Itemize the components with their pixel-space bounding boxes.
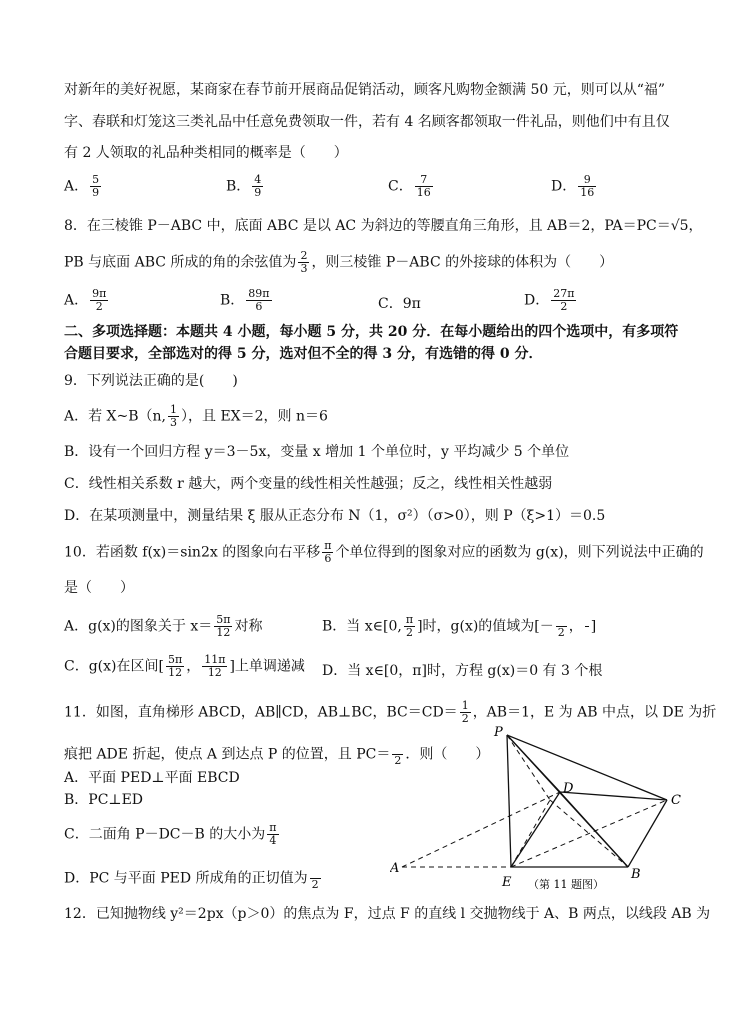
- q7-option-c: C． $\frac{7}{16}$: [388, 173, 431, 199]
- dashed-EC-hidden: [511, 800, 667, 867]
- q10-option-a: A．g(x)的图象关于 x＝ $\frac{5\pi}{12}$ 对称: [64, 613, 263, 639]
- q9-option-d: D．在某项测量中，测量结果 ξ 服从正态分布 N（1，σ²）（σ>0），则 P（ξ>1）＝0.5: [64, 508, 606, 524]
- edge-PC: [507, 735, 667, 800]
- q8-option-d: D． $\frac{27\pi}{2}$: [524, 287, 575, 313]
- q8-line-2: PB 与底面 ABC 所成的角的余弦值为 $\frac{2}{3}$ ，则三棱锥 P－ABC 的外接球的体积为（ ）: [64, 249, 614, 275]
- label-B: B: [631, 867, 641, 882]
- q9-option-a: A．若 X~B（n, $\frac{1}{3}$ ），且 EX＝2，则 n＝6: [64, 403, 328, 429]
- q7-line-3: 有 2 人领取的礼品种类相同的概率是（ ）: [64, 145, 348, 161]
- label-D: D: [563, 781, 574, 796]
- edge-DB: [560, 792, 628, 867]
- q12-line-1: 12．已知抛物线 y²＝2px（p＞0）的焦点为 F，过点 F 的直线 l 交抛物线于 A、B 两点，以线段 AB 为: [64, 906, 711, 922]
- q7-option-a: A． $\frac{5}{9}$: [64, 173, 100, 199]
- q7-option-d: D． $\frac{9}{16}$: [551, 173, 595, 199]
- q11-line-1: 11．如图，直角梯形 ABCD，AB∥CD，AB⊥BC，BC＝CD＝ $\frac{1}{2}$ ，AB＝1，E 为 AB 中点，以 DE 为折: [64, 699, 717, 725]
- q7-option-b: B． $\frac{4}{9}$: [226, 173, 262, 199]
- q7-line-1: 对新年的美好祝愿，某商家在春节前开展商品促销活动，顾客凡购物金额满 50 元，则可以从“福”: [64, 82, 666, 98]
- q11-option-d: D．PC 与平面 PED 所成角的正切值为 2: [64, 866, 323, 891]
- q9-stem: 9．下列说法正确的是( ): [64, 373, 238, 389]
- dashed-DE-fold: [511, 800, 550, 867]
- q10-option-b: B．当 x∈[0, $\frac{\pi}{2}$ ]时，g(x)的值域为[－ 2 ， ]: [322, 613, 597, 639]
- q9-option-c: C．线性相关系数 r 越大，两个变量的线性相关性越强；反之，线性相关性越弱: [64, 476, 553, 492]
- q7-line-2: 字、春联和灯笼这三类礼品中任意免费领取一件，若有 4 名顾客都领取一件礼品，则他们中有且仅: [64, 114, 670, 130]
- q9-option-b: B．设有一个回归方程 y＝3－5x，变量 x 增加 1 个单位时，y 平均减少 5 个单位: [64, 444, 570, 460]
- q11-option-b: B．PC⊥ED: [64, 792, 144, 808]
- edge-PE: [507, 735, 511, 867]
- q10-line-1: 10．若函数 f(x)＝sin2x 的图象向右平移 $\frac{\pi}{6}$ 个单位得到的图象对应的函数为 g(x)，则下列说法中正确的: [64, 539, 704, 565]
- label-P: P: [494, 725, 503, 740]
- q8-option-c: C．9π: [378, 296, 421, 312]
- q10-line-2: 是（ ）: [64, 580, 134, 596]
- q8-option-a: A． $\frac{9\pi}{2}$: [64, 287, 107, 313]
- q8-line-1: 8．在三棱锥 P－ABC 中，底面 ABC 是以 AC 为斜边的等腰直角三角形，且 AB＝2，PA＝PC＝√5，: [64, 218, 703, 234]
- q11-figure: [390, 722, 690, 894]
- q8-option-b: B． $\frac{89\pi}{6}$: [220, 287, 270, 313]
- edge-BC: [628, 800, 667, 867]
- section-2-header-line-2: 合题目要求，全部选对的得 5 分，选对但不全的得 3 分，有选错的得 0 分．: [64, 346, 543, 362]
- section-2-header-line-1: 二、多项选择题：本题共 4 小题，每小题 5 分，共 20 分．在每小题给出的四个选项中，有多项符: [64, 324, 679, 340]
- figure-caption: （第 11 题图）: [528, 878, 604, 891]
- q10-option-c: C．g(x)在区间[ $\frac{5\pi}{12}$ ， $\frac{11\pi}{12}$ ]上单调递减: [64, 653, 305, 679]
- label-E: E: [502, 875, 512, 890]
- label-A: A: [390, 861, 400, 876]
- dashed-PD-hidden: [507, 735, 550, 800]
- q11-option-c: C．二面角 P－DC－B 的大小为 $\frac{\pi}{4}$: [64, 821, 277, 847]
- q11-option-a: A．平面 PED⊥平面 EBCD: [64, 770, 240, 786]
- q10-option-d: D．当 x∈[0，π]时，方程 g(x)＝0 有 3 个根: [322, 663, 603, 679]
- label-C: C: [671, 793, 681, 808]
- q11-line-2: 痕把 ADE 折起，使点 A 到达点 P 的位置，且 PC＝ 2 ．则（ ）: [64, 742, 489, 767]
